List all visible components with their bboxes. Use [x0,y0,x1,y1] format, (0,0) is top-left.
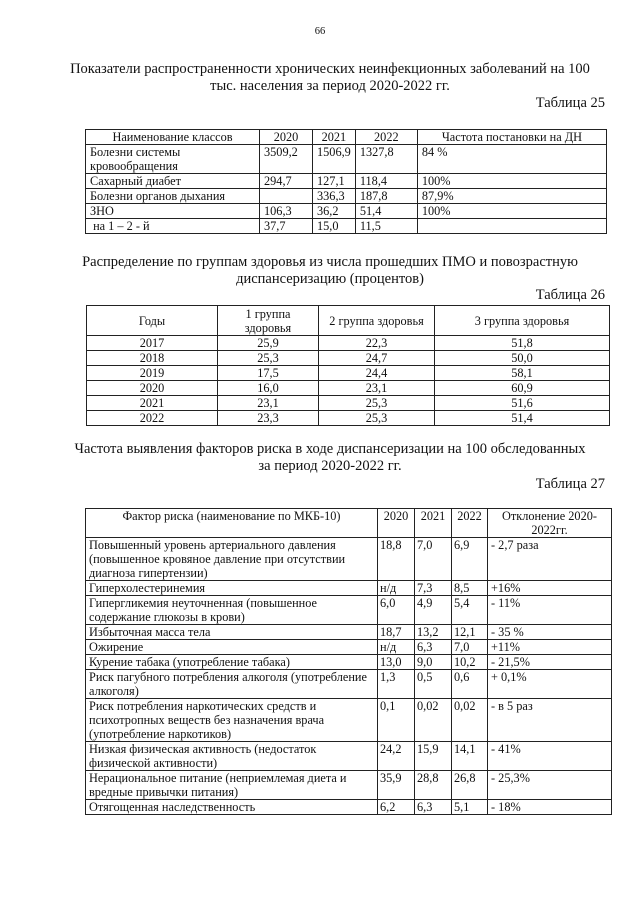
header-cell: 2 группа здоровья [319,306,435,336]
table-cell: 127,1 [313,174,356,189]
header-cell: Наименование классов [86,130,260,145]
header-cell: 2022 [452,509,488,538]
table-cell: 9,0 [415,655,452,670]
table-row [86,174,607,189]
table-row [86,219,607,234]
table-cell: н/д [378,581,415,596]
table-header-row [87,306,610,336]
table-cell: 100% [417,204,606,219]
table-cell: 106,3 [260,204,313,219]
table-cell: 0,1 [378,699,415,742]
table-cell: 25,9 [218,336,319,351]
table-cell: 87,9% [417,189,606,204]
table-cell: - в 5 раз [488,699,612,742]
table-row [86,596,612,625]
table-row [86,625,612,640]
table-cell: 6,0 [378,596,415,625]
table-cell: 37,7 [260,219,313,234]
header-cell: Годы [87,306,218,336]
table-cell: Болезни системы кровообращения [86,145,260,174]
header-cell: 2020 [378,509,415,538]
table-cell: 5,4 [452,596,488,625]
table-cell: Болезни органов дыхания [86,189,260,204]
table-row [86,742,612,771]
table-cell: 58,1 [435,366,610,381]
table-cell: 23,1 [218,396,319,411]
table-cell: 24,7 [319,351,435,366]
table-cell: Нерациональное питание (неприемлемая диета и вредные привычки питания) [86,771,378,800]
table-row [87,366,610,381]
table-cell: 187,8 [355,189,417,204]
header-cell: Отклонение 2020-2022гг. [488,509,612,538]
table-cell: н/д [378,640,415,655]
table-row [86,538,612,581]
table-cell: 12,1 [452,625,488,640]
table-25-title: Показатели распространенности хронических неинфекционных заболеваний на 100 тыс. населения за период 2020-2022 гг. [70,61,590,94]
table-cell: 15,0 [313,219,356,234]
table-cell: 5,1 [452,800,488,815]
table-26 [86,305,610,426]
table-header-row [86,509,612,538]
table-cell: 3509,2 [260,145,313,174]
table-cell: - 2,7 раза [488,538,612,581]
table-cell [417,219,606,234]
table-row [87,411,610,426]
table-cell: 7,3 [415,581,452,596]
table-cell: - 25,3% [488,771,612,800]
table-cell: 50,0 [435,351,610,366]
table-cell: ЗНО [86,204,260,219]
table-cell: 51,6 [435,396,610,411]
table-cell: 0,02 [415,699,452,742]
table-cell: 24,2 [378,742,415,771]
table-27 [85,508,612,815]
table-cell [260,189,313,204]
table-27-title: Частота выявления факторов риска в ходе диспансеризации на 100 обследованных за период 2020-2022 гг. [74,441,586,474]
header-cell: 2020 [260,130,313,145]
table-cell: 15,9 [415,742,452,771]
table-27-label: Таблица 27 [535,476,605,492]
header-cell: Частота постановки на ДН [417,130,606,145]
table-cell: 4,9 [415,596,452,625]
table-cell: 23,3 [218,411,319,426]
table-cell: 84 % [417,145,606,174]
table-cell: +16% [488,581,612,596]
table-row [87,336,610,351]
table-cell: 6,2 [378,800,415,815]
table-cell: 2019 [87,366,218,381]
table-cell: 1327,8 [355,145,417,174]
table-cell: Низкая физическая активность (недостаток физической активности) [86,742,378,771]
table-cell: Гипергликемия неуточненная (повышенное содержание глюкозы в крови) [86,596,378,625]
table-cell: 1506,9 [313,145,356,174]
table-cell: 8,5 [452,581,488,596]
table-cell: 18,8 [378,538,415,581]
table-cell: 2021 [87,396,218,411]
table-25 [85,129,607,234]
table-cell: 13,0 [378,655,415,670]
page-number: 66 [314,26,326,37]
table-row [86,699,612,742]
table-cell: 24,4 [319,366,435,381]
table-cell: 2020 [87,381,218,396]
table-cell: - 41% [488,742,612,771]
table-header-row [86,130,607,145]
table-cell: Повышенный уровень артериального давления (повышенное кровяное давление при отсутствии диагноза гипертензии) [86,538,378,581]
table-cell: 25,3 [319,411,435,426]
header-cell: 3 группа здоровья [435,306,610,336]
table-cell: 18,7 [378,625,415,640]
table-cell: 294,7 [260,174,313,189]
table-row [86,145,607,174]
table-cell: 35,9 [378,771,415,800]
table-cell: 118,4 [355,174,417,189]
table-cell: 0,02 [452,699,488,742]
table-row [86,581,612,596]
table-cell: - 11% [488,596,612,625]
table-row [87,381,610,396]
table-cell: 22,3 [319,336,435,351]
table-26-label: Таблица 26 [535,287,605,303]
table-cell: 23,1 [319,381,435,396]
table-cell: 0,6 [452,670,488,699]
table-cell: - 21,5% [488,655,612,670]
table-row [87,396,610,411]
table-cell: 60,9 [435,381,610,396]
table-cell: Избыточная масса тела [86,625,378,640]
table-cell: Риск потребления наркотических средств и психотропных веществ без назначения врача (употребление наркотиков) [86,699,378,742]
table-cell: 26,8 [452,771,488,800]
table-cell: +11% [488,640,612,655]
table-row [86,640,612,655]
table-cell: Сахарный диабет [86,174,260,189]
table-cell: 6,3 [415,640,452,655]
table-cell: + 0,1% [488,670,612,699]
table-cell: 51,4 [435,411,610,426]
table-row [86,670,612,699]
table-cell: 25,3 [218,351,319,366]
table-row [86,771,612,800]
table-26-title: Распределение по группам здоровья из числа прошедших ПМО и повозрастную диспансеризацию (процентов) [82,254,578,287]
table-cell: 2017 [87,336,218,351]
table-cell: Курение табака (употребление табака) [86,655,378,670]
table-cell: 16,0 [218,381,319,396]
table-cell: 2018 [87,351,218,366]
table-row [86,655,612,670]
header-cell: 2021 [415,509,452,538]
table-cell: 6,9 [452,538,488,581]
table-cell: 336,3 [313,189,356,204]
table-cell: - 35 % [488,625,612,640]
table-cell: 2022 [87,411,218,426]
table-cell: 36,2 [313,204,356,219]
header-cell: 2022 [355,130,417,145]
header-cell: 2021 [313,130,356,145]
table-cell: 10,2 [452,655,488,670]
header-cell: 1 группа здоровья [218,306,319,336]
table-cell: 7,0 [452,640,488,655]
table-cell: Гиперхолестеринемия [86,581,378,596]
table-cell: 25,3 [319,396,435,411]
table-cell: 0,5 [415,670,452,699]
table-cell: Отягощенная наследственность [86,800,378,815]
table-cell: Риск пагубного потребления алкоголя (употребление алкоголя) [86,670,378,699]
table-cell: на 1 – 2 - й [86,219,260,234]
table-row [86,189,607,204]
table-cell: 51,8 [435,336,610,351]
table-cell: 28,8 [415,771,452,800]
table-cell: 14,1 [452,742,488,771]
table-cell: 1,3 [378,670,415,699]
table-cell: 13,2 [415,625,452,640]
table-cell: 6,3 [415,800,452,815]
table-cell: 17,5 [218,366,319,381]
table-cell: 7,0 [415,538,452,581]
table-cell: - 18% [488,800,612,815]
table-cell: 100% [417,174,606,189]
table-row [87,351,610,366]
table-cell: 51,4 [355,204,417,219]
table-cell: Ожирение [86,640,378,655]
header-cell: Фактор риска (наименование по МКБ-10) [86,509,378,538]
table-row [86,800,612,815]
table-row [86,204,607,219]
table-cell: 11,5 [355,219,417,234]
table-25-label: Таблица 25 [535,95,605,111]
